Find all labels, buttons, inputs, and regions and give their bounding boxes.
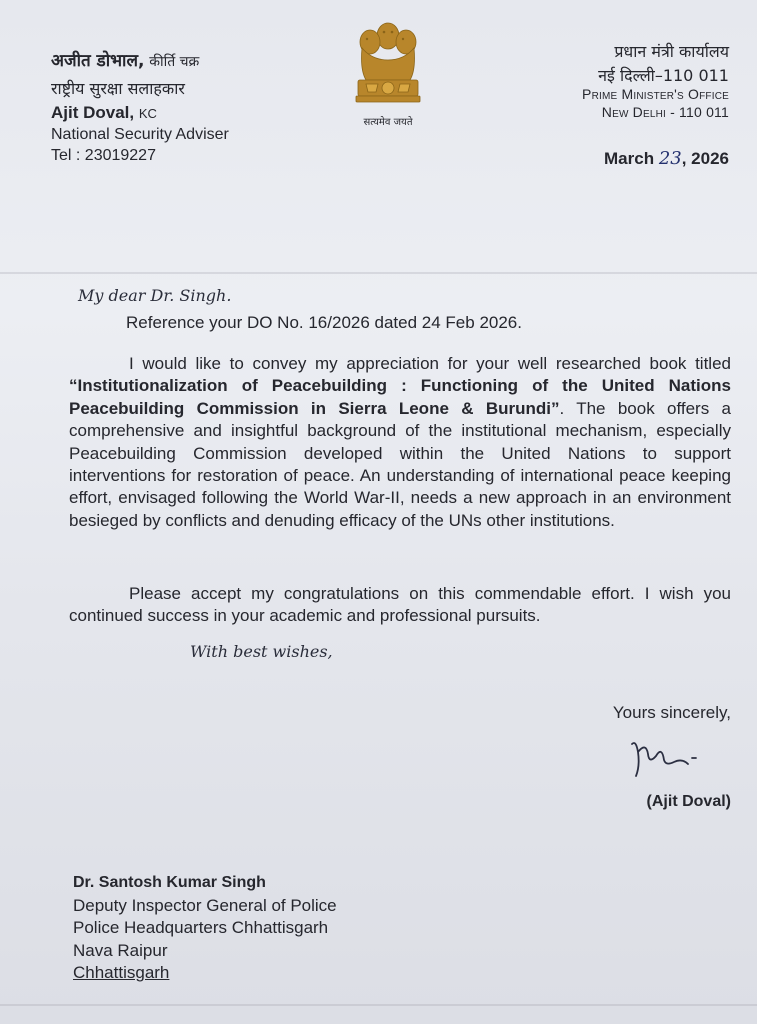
national-emblem-icon — [348, 18, 428, 128]
emblem-motto: सत्यमेव जयते — [363, 117, 413, 128]
date-day-handwritten: 23 — [658, 148, 682, 169]
recipient-line4: Chhattisgarh — [73, 963, 170, 982]
reference-line: Reference your DO No. 16/2026 dated 24 Feb 2026. — [126, 313, 522, 332]
recipient-line3: Nava Raipur — [73, 941, 168, 960]
office-line1: Prime Minister's Office — [582, 86, 729, 102]
sender-name: Ajit Doval, KC — [51, 103, 157, 122]
sender-name-hindi: अजीत डोभाल, कीर्ति चक्र — [51, 51, 200, 71]
handwritten-wishes: With best wishes, — [190, 642, 333, 661]
recipient-name: Dr. Santosh Kumar Singh — [73, 874, 266, 891]
paper-fold-bottom — [0, 1004, 757, 1006]
sender-award-hindi: कीर्ति चक्र — [149, 54, 200, 70]
signature-mark — [626, 736, 716, 784]
office-line2-hindi: नई दिल्ली–110 011 — [598, 66, 729, 85]
book-title: “Institutionalization of Peacebuilding : Functioning of the United Nations Peacebuilding Commission in Sierra Leone & Burundi” — [69, 376, 731, 418]
letter-date: March 23, 2026 — [604, 148, 729, 169]
office-line1-hindi: प्रधान मंत्री कार्यालय — [614, 42, 729, 61]
emblem-graphic — [348, 18, 428, 114]
sender-tel: Tel : 23019227 — [51, 147, 156, 164]
sender-award: KC — [138, 106, 157, 121]
salutation-handwritten: My dear Dr. Singh. — [78, 286, 232, 305]
signatory-name: (Ajit Doval) — [646, 793, 731, 810]
paragraph-congratulations: Please accept my congratulations on this commendable effort. I wish you continued success in your academic and professional pursuits. — [69, 584, 731, 626]
paragraph-appreciation: I would like to convey my appreciation for your well researched book titled “Institutionalization of Peacebuilding : Functioning of the United Nations Peacebuilding Commission in Sierra Leone & Burundi”. The book offers a comprehensive and insightful background of the institutional mechanism, especially Peacebuilding Commission developed within the United Nations to support interventions for restoration of peace. An understanding of international peace keeping effort, envisaged following the World War-II, needs a new approach in an environment besieged by conflicts and denuding efficacy of the UNs other institutions. — [69, 354, 731, 530]
closing-line: Yours sincerely, — [612, 703, 731, 722]
sender-title: National Security Adviser — [51, 126, 229, 143]
sender-title-hindi: राष्ट्रीय सुरक्षा सलाहकार — [51, 79, 185, 98]
office-line2: New Delhi - 110 011 — [601, 104, 729, 120]
recipient-line1: Deputy Inspector General of Police — [73, 896, 337, 915]
paper-fold — [0, 272, 757, 274]
recipient-line2: Police Headquarters Chhattisgarh — [73, 918, 329, 937]
